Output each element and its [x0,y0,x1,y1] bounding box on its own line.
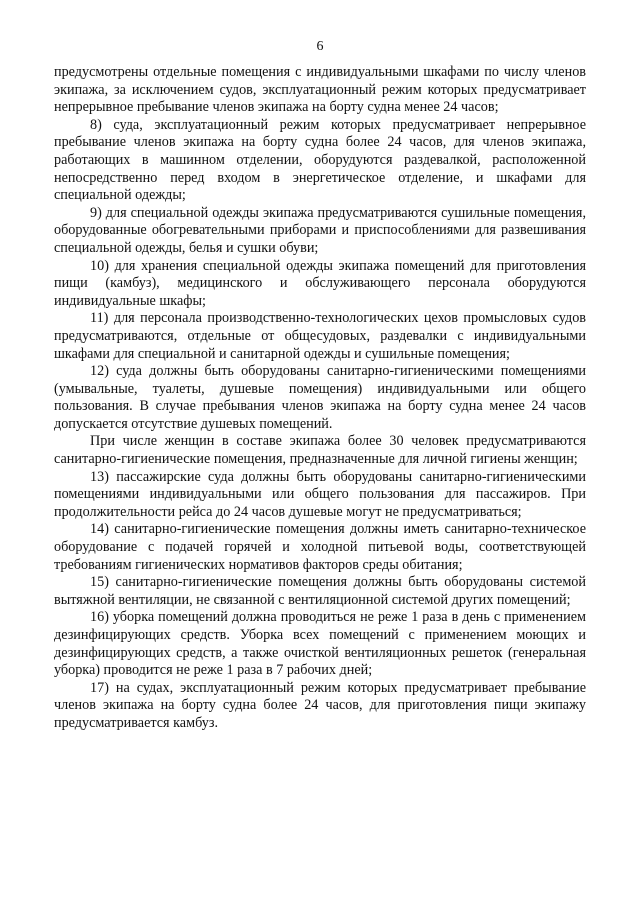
paragraph-item-11: 11) для персонала производственно-технологических цехов промысловых судов предусматриваются, отдельные от общесудовых, раздевалки с индивидуальными шкафами для специальной и санитарной одежды и сушильные помещения; [54,310,586,362]
paragraph-item-9: 9) для специальной одежды экипажа предусматриваются сушильные помещения, оборудованные обогревательными приборами и приспособлениями для развешивания специальной одежды, белья и сушки обуви; [54,204,586,256]
paragraph-item-17: 17) на судах, эксплуатационный режим которых предусматривает пребывание членов экипажа на борту судна более 24 часов, для приготовления пищи экипажу предусматривается камбуз. [54,679,586,731]
paragraph-item-12: 12) суда должны быть оборудованы санитарно-гигиеническими помещениями (умывальные, туалеты, душевые помещения) индивидуальными или общего пользования. В случае пребывания членов экипажа на борту судна менее 24 часов допускается отсутствие душевых помещений. [54,363,586,432]
page-number: 6 [316,39,324,54]
paragraph-item-15: 15) санитарно-гигиенические помещения должны быть оборудованы системой вытяжной вентиляции, не связанной с вентиляционной системой других помещений; [54,574,586,608]
paragraph-item-13: 13) пассажирские суда должны быть оборудованы санитарно-гигиеническими помещениями индивидуальными или общего пользования для пассажиров. При продолжительности рейса до 24 часов душевые могут не предусматриваться; [54,468,586,520]
paragraph-item-10: 10) для хранения специальной одежды экипажа помещений для приготовления пищи (камбуз), медицинского и обслуживающего персонала оборудуются индивидуальные шкафы; [54,257,586,309]
paragraph-item-14: 14) санитарно-гигиенические помещения должны иметь санитарно-техническое оборудование с подачей горячей и холодной питьевой воды, соответствующей требованиям гигиенических нормативов факторов среды обитания; [54,521,586,573]
document-body [54,64,586,733]
paragraph-item-8: 8) суда, эксплуатационный режим которых предусматривает непрерывное пребывание членов экипажа на борту судна более 24 часов, для членов экипажа, работающих в машинном отделении, оборудуются раздевалкой, расположенной непосредственно перед входом в энергетическое отделение, и шкафами для специальной одежды; [54,116,586,204]
paragraph-item-16: 16) уборка помещений должна проводиться не реже 1 раза в день с применением дезинфицирующих средств. Уборка всех помещений с применением моющих и дезинфицирующих средств, а также очисткой вентиляционных решеток (генеральная уборка) проводится не реже 1 раза в 7 рабочих дней; [54,609,586,679]
paragraph-women-hygiene: При числе женщин в составе экипажа более 30 человек предусматриваются санитарно-гигиенические помещения, предназначенные для личной гигиены женщин; [54,433,586,468]
paragraph-continuation: предусмотрены отдельные помещения с индивидуальными шкафами по числу членов экипажа, за исключением судов, эксплуатационный режим которых предусматривает непрерывное пребывание членов экипажа на борту судна менее 24 часов; [54,64,586,116]
